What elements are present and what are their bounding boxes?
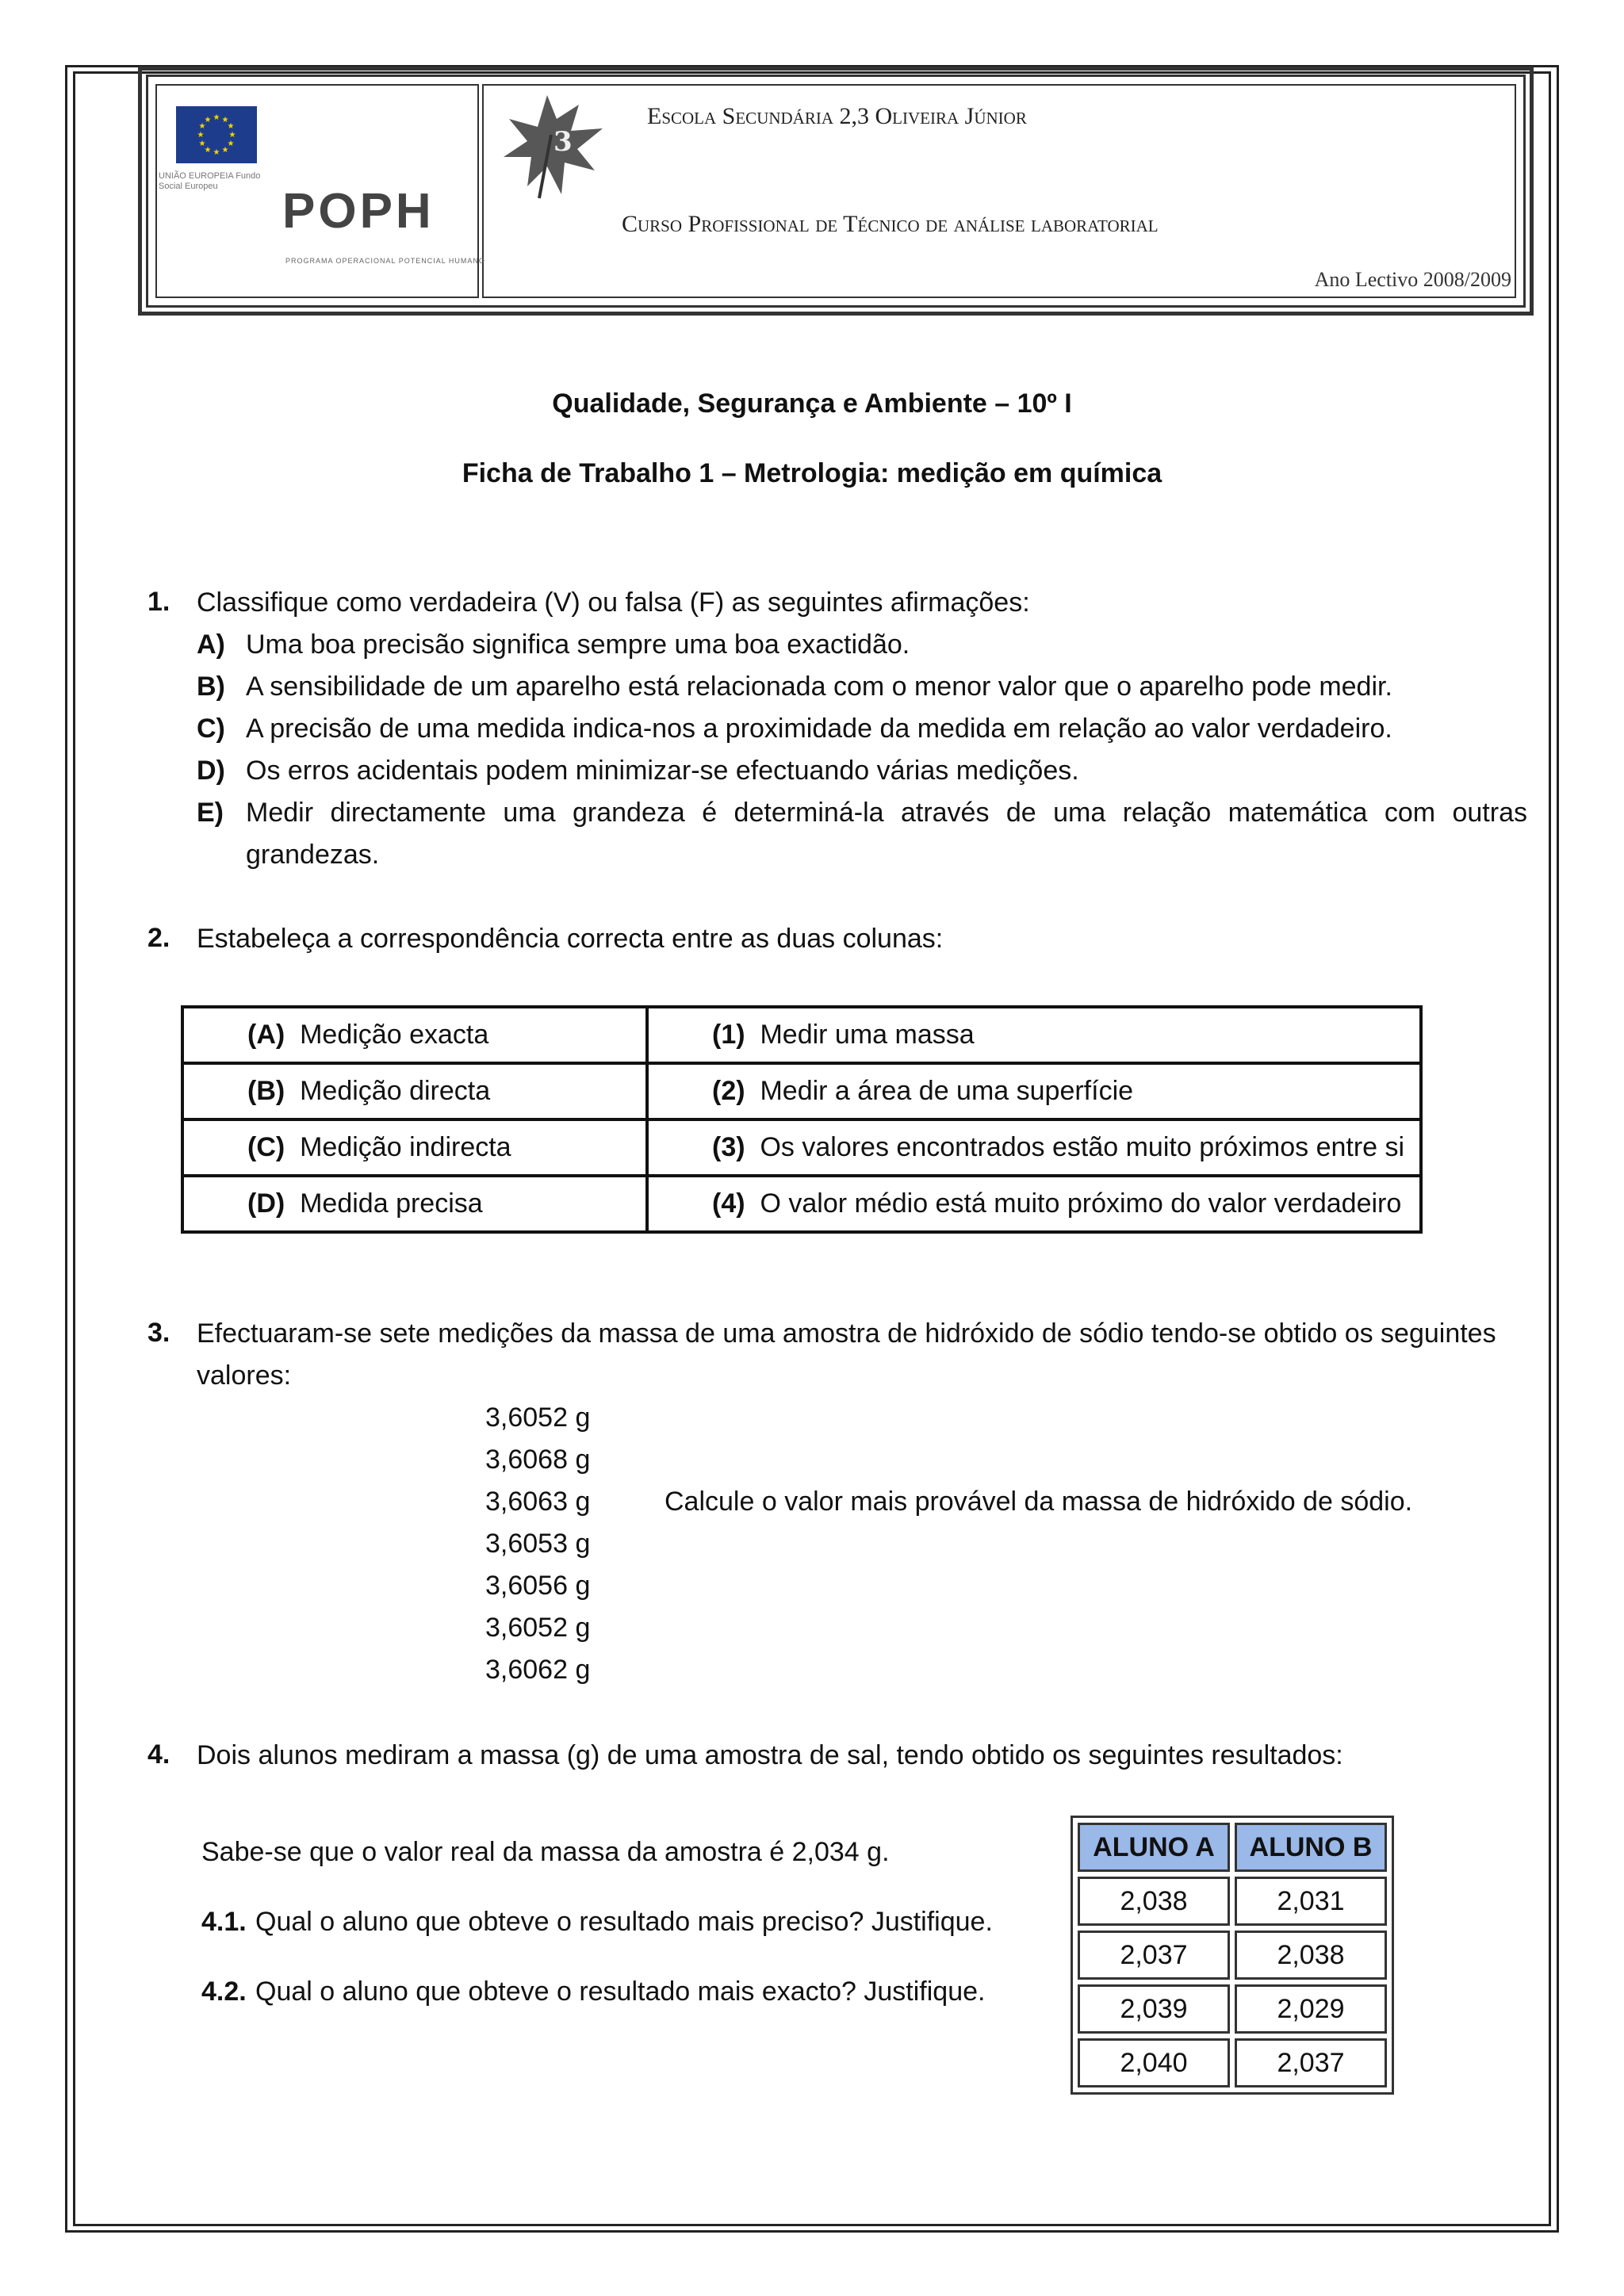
q3-number: 3. xyxy=(147,1318,170,1348)
svg-text:★: ★ xyxy=(227,140,235,148)
right-label: (2) xyxy=(712,1076,745,1106)
right-text: Os valores encontrados estão muito próximos entre si xyxy=(760,1132,1405,1162)
left-label: (B) xyxy=(247,1076,285,1106)
svg-text:★: ★ xyxy=(213,113,220,122)
measurement-value: 3,6052 g xyxy=(485,1613,591,1643)
subject-title: Qualidade, Segurança e Ambiente – 10º I xyxy=(552,388,1072,419)
table-cell: 2,039 xyxy=(1078,1984,1230,2034)
svg-text:★: ★ xyxy=(198,140,206,148)
eu-flag-icon xyxy=(176,106,257,163)
svg-text:★: ★ xyxy=(221,116,229,124)
svg-text:★: ★ xyxy=(227,122,235,131)
table-row xyxy=(1078,2038,1387,2087)
right-label: (1) xyxy=(712,1020,745,1050)
column-header: ALUNO B xyxy=(1235,1823,1387,1872)
table-row xyxy=(1078,1984,1387,2034)
q4-sub1-label: 4.1. xyxy=(201,1907,247,1937)
table-row xyxy=(1078,1931,1387,1980)
q4-sub2-text: Qual o aluno que obteve o resultado mais exacto? Justifique. xyxy=(255,1976,986,2007)
school-name: Escola Secundária 2,3 Oliveira Júnior xyxy=(647,103,1027,129)
school-year: Ano Lectivo 2008/2009 xyxy=(1314,268,1511,291)
right-label: (3) xyxy=(712,1132,745,1162)
q1-item-label: D) xyxy=(197,756,225,786)
q1-item-text: A sensibilidade de um aparelho está relacionada com o menor valor que o aparelho pode medir. xyxy=(246,672,1392,702)
table-row xyxy=(182,1007,1421,1063)
poph-caption: PROGRAMA OPERACIONAL POTENCIAL HUMANO xyxy=(285,257,485,265)
table-cell: 2,040 xyxy=(1078,2038,1230,2087)
measurement-value: 3,6052 g xyxy=(485,1402,591,1433)
measurement-value: 3,6053 g xyxy=(485,1529,591,1559)
left-text: Medição directa xyxy=(300,1076,491,1106)
measurement-value: 3,6068 g xyxy=(485,1445,591,1475)
table-row xyxy=(1078,1877,1387,1926)
svg-text:★: ★ xyxy=(213,148,220,157)
right-label: (4) xyxy=(712,1188,745,1219)
measurement-value: 3,6062 g xyxy=(485,1655,591,1685)
q1-item-text: A precisão de uma medida indica-nos a proximidade da medida em relação ao valor verdadeiro. xyxy=(246,714,1392,744)
svg-text:★: ★ xyxy=(221,146,229,155)
table-cell: 2,038 xyxy=(1078,1877,1230,1926)
worksheet-title: Ficha de Trabalho 1 – Metrologia: medição em química xyxy=(462,458,1162,488)
q4-text: Dois alunos mediram a massa (g) de uma amostra de sal, tendo obtido os seguintes resultados: xyxy=(197,1740,1343,1770)
table-row xyxy=(182,1176,1421,1232)
left-text: Medida precisa xyxy=(300,1188,483,1219)
q3-text-line2: valores: xyxy=(197,1360,292,1391)
svg-text:★: ★ xyxy=(204,146,212,155)
q4-real-value: Sabe-se que o valor real da massa da amostra é 2,034 g. xyxy=(201,1837,890,1867)
course-name: Curso Profissional de Técnico de análise laboratorial xyxy=(622,211,1159,237)
q4-number: 4. xyxy=(147,1739,170,1770)
students-results-table xyxy=(1071,1816,1394,2095)
svg-text:3: 3 xyxy=(553,126,573,158)
q3-instruction: Calcule o valor mais provável da massa de hidróxido de sódio. xyxy=(665,1487,1413,1517)
table-row xyxy=(182,1119,1421,1176)
q1-item-continuation: grandezas. xyxy=(246,840,380,870)
left-text: Medição exacta xyxy=(300,1020,489,1050)
left-text: Medição indirecta xyxy=(300,1132,511,1162)
svg-text:★: ★ xyxy=(198,122,206,131)
q1-text: Classifique como verdadeira (V) ou falsa (F) as seguintes afirmações: xyxy=(197,587,1030,618)
right-text: Medir a área de uma superfície xyxy=(760,1076,1134,1106)
q1-item-text: Medir directamente uma grandeza é determiná-la através de uma relação matemática com outras xyxy=(246,798,1527,828)
q1-item-label: E) xyxy=(197,798,224,828)
right-text: Medir uma massa xyxy=(760,1020,975,1050)
table-header-row xyxy=(1078,1823,1387,1872)
left-label: (D) xyxy=(247,1188,285,1219)
q2-text: Estabeleça a correspondência correcta entre as duas colunas: xyxy=(197,924,944,954)
poph-logo: POPH xyxy=(282,184,435,239)
measurement-value: 3,6063 g xyxy=(485,1487,591,1517)
left-label: (A) xyxy=(247,1020,285,1050)
q1-number: 1. xyxy=(147,587,170,617)
table-row xyxy=(182,1063,1421,1119)
right-text: O valor médio está muito próximo do valor verdadeiro xyxy=(760,1188,1402,1219)
measurement-value: 3,6056 g xyxy=(485,1571,591,1601)
q1-item-text: Os erros acidentais podem minimizar-se efectuando várias medições. xyxy=(246,756,1079,786)
table-cell: 2,037 xyxy=(1078,1931,1230,1980)
q1-item-label: C) xyxy=(197,714,225,744)
q2-number: 2. xyxy=(147,923,170,953)
q1-item-text: Uma boa precisão significa sempre uma boa exactidão. xyxy=(246,629,910,660)
table-cell: 2,031 xyxy=(1235,1877,1387,1926)
q1-item-label: A) xyxy=(197,629,225,660)
school-leaf-logo-icon xyxy=(492,87,619,206)
column-header: ALUNO A xyxy=(1078,1823,1230,1872)
left-label: (C) xyxy=(247,1132,285,1162)
svg-text:★: ★ xyxy=(228,131,236,140)
q1-item-label: B) xyxy=(197,672,225,702)
svg-text:★: ★ xyxy=(197,131,205,140)
table-cell: 2,029 xyxy=(1235,1984,1387,2034)
q3-text-line1: Efectuaram-se sete medições da massa de uma amostra de hidróxido de sódio tendo-se obtido os seguintes xyxy=(197,1318,1496,1349)
svg-text:★: ★ xyxy=(204,116,212,124)
table-cell: 2,038 xyxy=(1235,1931,1387,1980)
table-cell: 2,037 xyxy=(1235,2038,1387,2087)
eu-caption: UNIÃO EUROPEIA Fundo Social Europeu xyxy=(159,171,261,191)
matching-table xyxy=(181,1005,1423,1234)
q4-sub1-text: Qual o aluno que obteve o resultado mais preciso? Justifique. xyxy=(255,1907,993,1937)
q4-sub2-label: 4.2. xyxy=(201,1976,247,2007)
